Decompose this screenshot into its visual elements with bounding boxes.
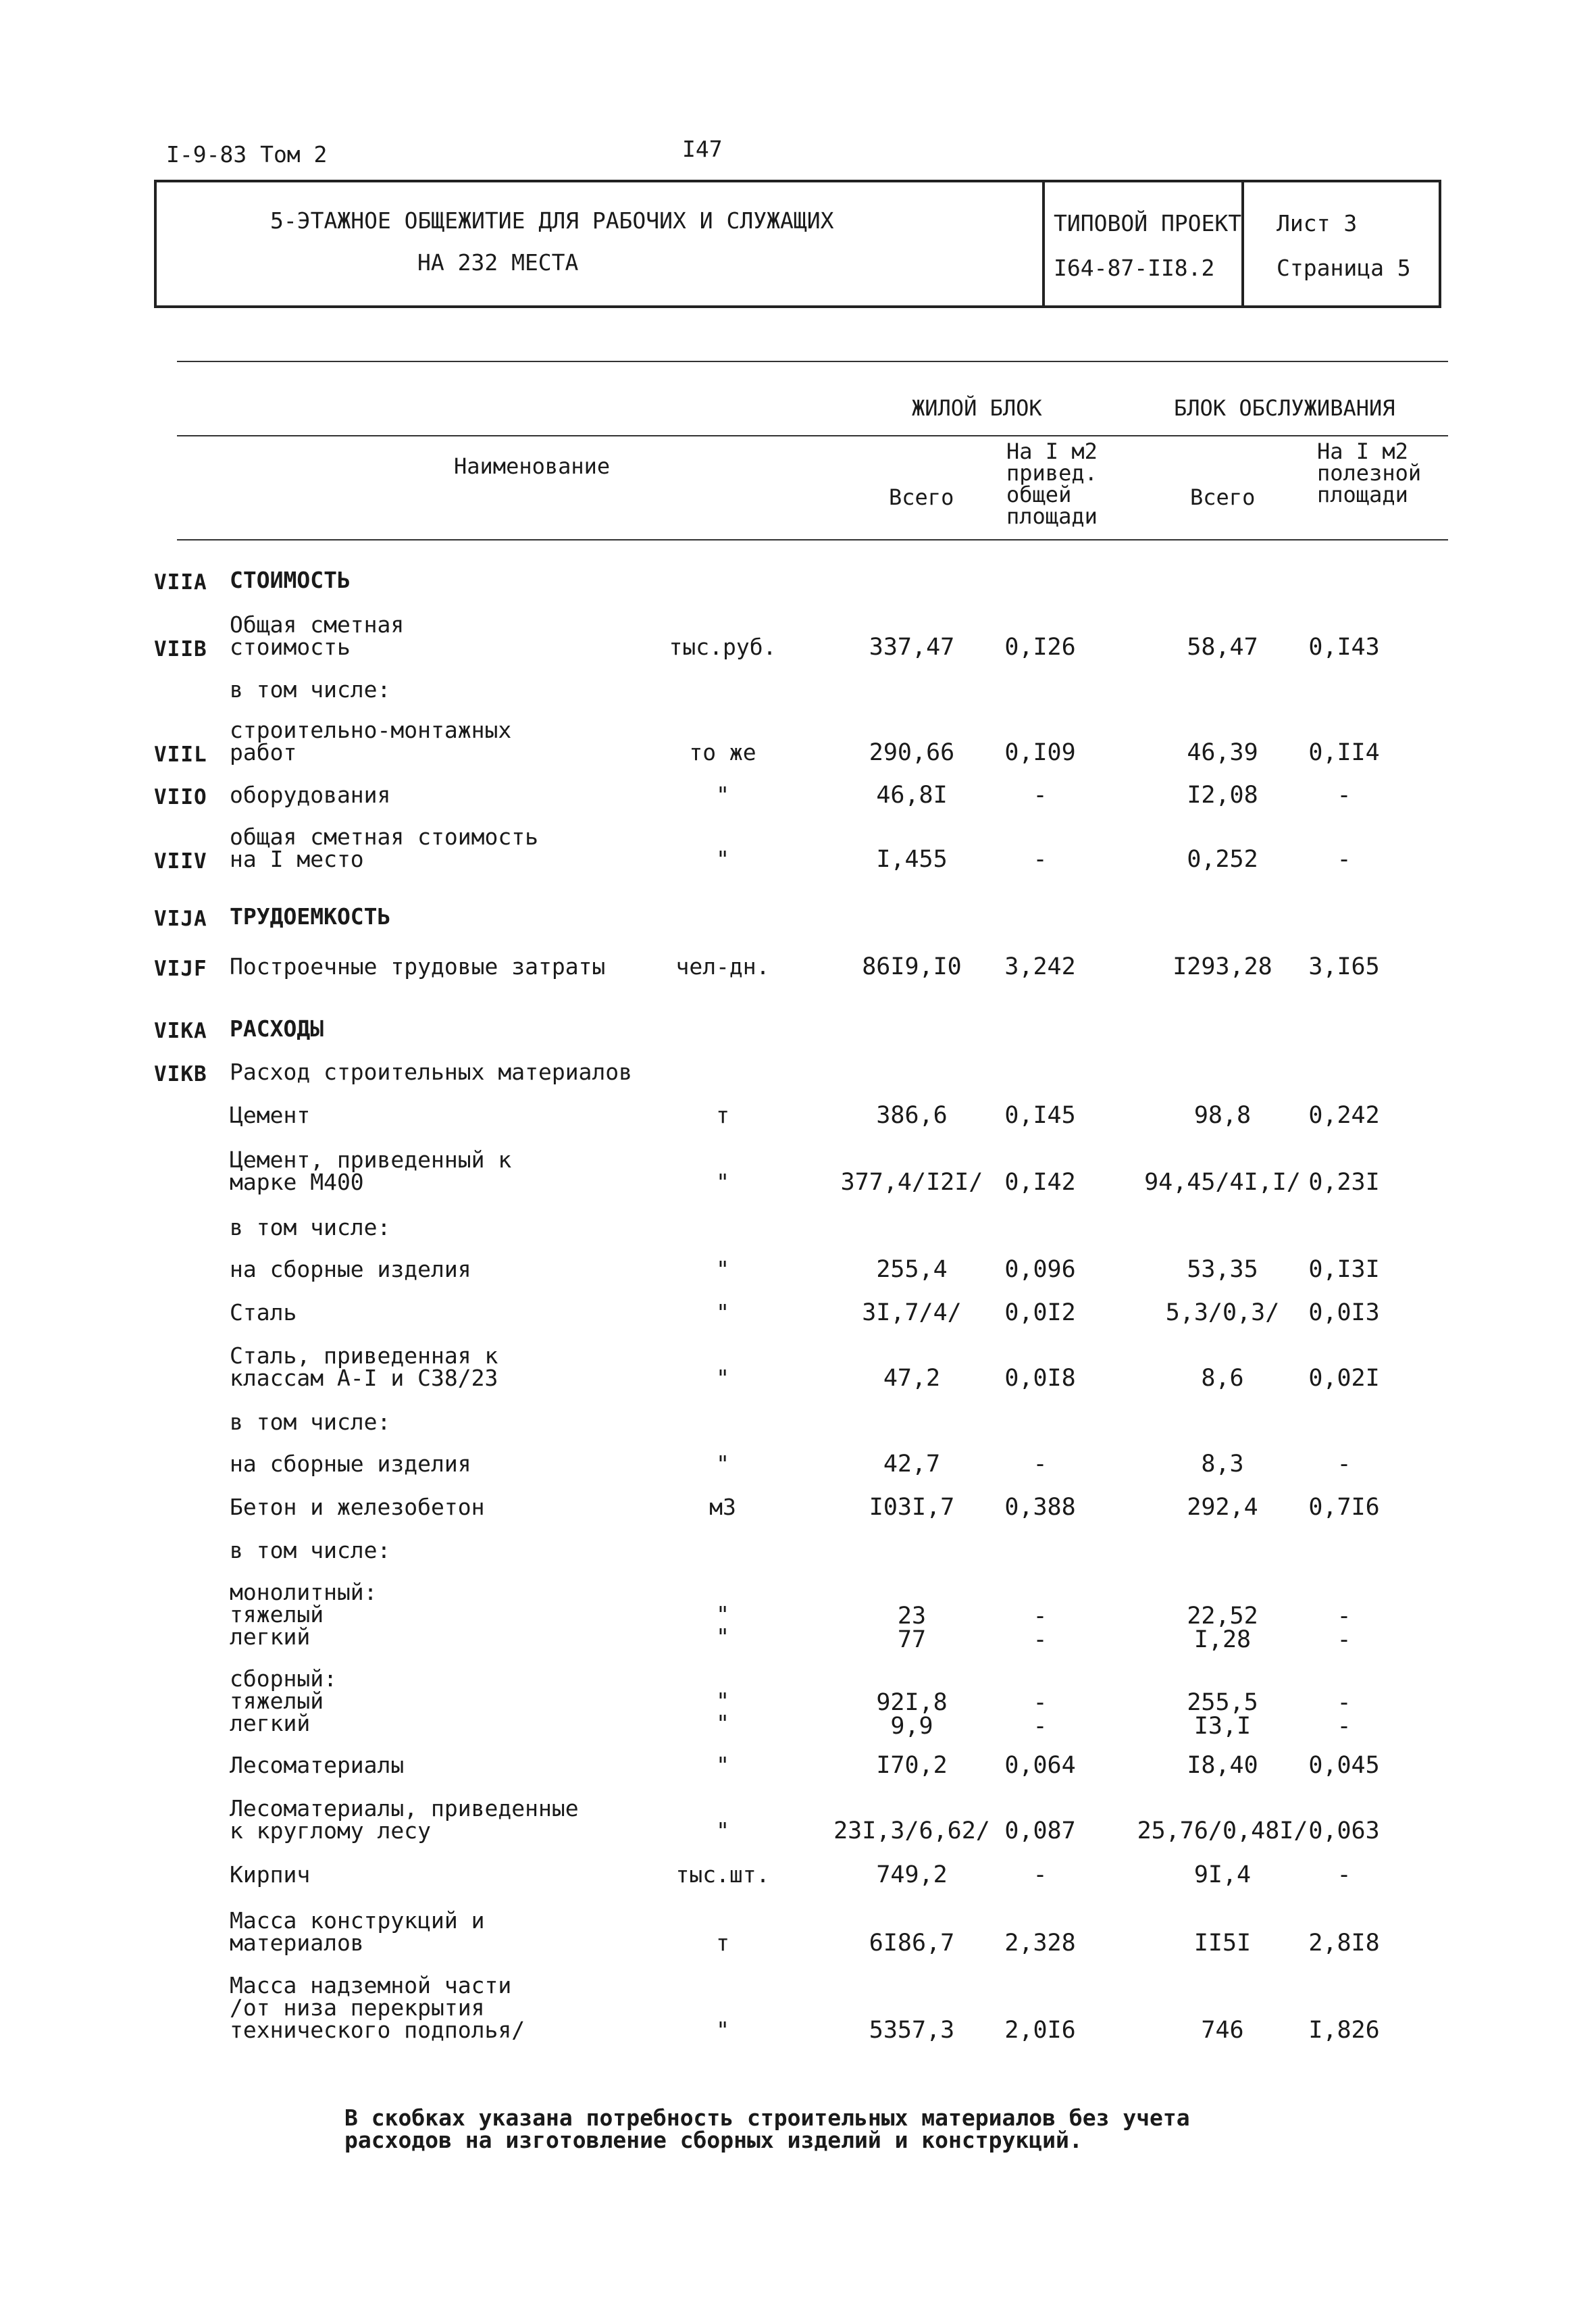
row-value-v1: 86I9,I0 xyxy=(862,953,962,980)
row-value-v2: 2,328 xyxy=(1004,1930,1076,1957)
page-label: Страница 5 xyxy=(1277,255,1411,281)
row-value-v4: 0,23I xyxy=(1308,1169,1380,1196)
row-value-v1: I03I,7 xyxy=(869,1494,955,1521)
row-value-v2: 0,064 xyxy=(1004,1752,1076,1779)
header-service-block: БЛОК ОБСЛУЖИВАНИЯ xyxy=(1174,395,1395,421)
row-unit: " xyxy=(716,1299,729,1326)
row-value-v3: 5,3/0,3/ xyxy=(1165,1299,1280,1326)
table-top-rule xyxy=(177,361,1448,362)
row-value-v2: 3,242 xyxy=(1004,953,1076,980)
row-value-v4: - xyxy=(1337,1861,1352,1888)
row-value-v2: 0,0I2 xyxy=(1004,1299,1076,1326)
row-name: Кирпич xyxy=(230,1861,311,1888)
row-value-v1: 42,7 xyxy=(883,1451,941,1478)
title-line-2: НА 232 МЕСТА xyxy=(417,249,579,276)
row-name: оборудования xyxy=(230,782,391,808)
row-value-v4: 0,0I3 xyxy=(1308,1299,1380,1326)
row-value-v2: 0,087 xyxy=(1004,1817,1076,1844)
row-value-v4: I,826 xyxy=(1308,2017,1380,2044)
row-name: монолитный: тяжелый легкий xyxy=(230,1579,378,1650)
row-value-v4: - xyxy=(1337,782,1352,809)
header-srv-total: Всего xyxy=(1190,484,1256,510)
row-unit: " " xyxy=(716,1601,729,1650)
row-value-v4: 0,I43 xyxy=(1308,634,1380,661)
row-value-v2: 0,I26 xyxy=(1004,634,1076,661)
row-code: VIIO xyxy=(154,785,207,809)
row-unit: " xyxy=(716,1169,729,1195)
row-value-v2: 0,096 xyxy=(1004,1256,1076,1283)
row-code: VIIV xyxy=(154,849,207,874)
row-value-v3: II5I xyxy=(1193,1930,1252,1957)
row-name: в том числе: xyxy=(230,676,391,703)
row-unit: тыс.руб. xyxy=(669,634,777,660)
row-value-v2: - - xyxy=(1033,1689,1048,1740)
row-unit: " xyxy=(716,1451,729,1477)
title-block xyxy=(154,180,1441,308)
row-name: в том числе: xyxy=(230,1409,391,1435)
row-code: VIKA xyxy=(154,1019,207,1043)
row-value-v4: 0,7I6 xyxy=(1308,1494,1380,1521)
row-name: Масса конструкций и материалов xyxy=(230,1907,485,1956)
row-value-v1: 337,47 xyxy=(869,634,955,661)
row-value-v1: 92I,8 9,9 xyxy=(876,1689,948,1740)
title-line-1: 5-ЭТАЖНОЕ ОБЩЕЖИТИЕ ДЛЯ РАБОЧИХ И СЛУЖАЩИХ xyxy=(270,207,834,234)
row-name: Расход строительных материалов xyxy=(230,1059,633,1085)
row-value-v2: 0,I09 xyxy=(1004,739,1076,766)
row-name: Бетон и железобетон xyxy=(230,1494,485,1520)
row-name: на сборные изделия xyxy=(230,1451,471,1477)
row-value-v1: I,455 xyxy=(876,846,948,873)
row-value-v3: 22,52 I,28 xyxy=(1187,1603,1258,1653)
row-code: VIJA xyxy=(154,907,207,931)
row-value-v2: - xyxy=(1033,1861,1048,1888)
row-value-v3: 8,6 xyxy=(1201,1365,1244,1392)
row-value-v2: - xyxy=(1033,846,1048,873)
project-label: ТИПОВОЙ ПРОЕКТ xyxy=(1054,210,1242,236)
row-unit: " xyxy=(716,1365,729,1391)
row-unit: чел-дн. xyxy=(675,953,770,980)
row-value-v3: 53,35 xyxy=(1187,1256,1258,1283)
sheet-label: Лист 3 xyxy=(1277,210,1358,236)
row-name: ТРУДОЕМКОСТЬ xyxy=(230,903,391,930)
row-value-v4: - - xyxy=(1337,1603,1352,1653)
row-value-v3: 58,47 xyxy=(1187,634,1258,661)
row-value-v3: 98,8 xyxy=(1193,1102,1252,1129)
row-name: на сборные изделия xyxy=(230,1256,471,1282)
row-value-v2: - xyxy=(1033,782,1048,809)
row-unit: м3 xyxy=(709,1494,736,1520)
row-name: Построечные трудовые затраты xyxy=(230,953,606,980)
row-value-v1: 23 77 xyxy=(897,1603,927,1653)
row-code: VIIA xyxy=(154,570,207,595)
row-value-v3: 25,76/0,48I/ xyxy=(1137,1817,1308,1844)
row-value-v3: 8,3 xyxy=(1201,1451,1244,1478)
row-value-v2: 0,388 xyxy=(1004,1494,1076,1521)
row-value-v1: 46,8I xyxy=(876,782,948,809)
row-unit: " xyxy=(716,2017,729,2043)
row-value-v3: 46,39 xyxy=(1187,739,1258,766)
row-value-v3: 94,45/4I,I/ xyxy=(1144,1169,1301,1196)
header-res-total: Всего xyxy=(889,484,954,510)
row-name: общая сметная стоимость на I место xyxy=(230,824,538,872)
row-name: Сталь, приведенная к классам А-I и С38/23 xyxy=(230,1342,498,1391)
row-value-v4: 2,8I8 xyxy=(1308,1930,1380,1957)
row-unit: " xyxy=(716,1752,729,1778)
row-name: СТОИМОСТЬ xyxy=(230,567,351,593)
row-name: Лесоматериалы xyxy=(230,1752,405,1778)
row-value-v4: 0,242 xyxy=(1308,1102,1380,1129)
row-unit: " xyxy=(716,846,729,872)
row-name: сборный: тяжелый легкий xyxy=(230,1665,337,1736)
row-unit: тыс.шт. xyxy=(675,1861,770,1888)
row-name: в том числе: xyxy=(230,1537,391,1563)
row-unit: т xyxy=(716,1930,729,1956)
row-value-v4: 0,063 xyxy=(1308,1817,1380,1844)
row-value-v4: 0,045 xyxy=(1308,1752,1380,1779)
row-value-v2: 2,0I6 xyxy=(1004,2017,1076,2044)
table-header-bottom-rule xyxy=(177,539,1448,540)
row-value-v3: 9I,4 xyxy=(1193,1861,1252,1888)
footnote: В скобках указана потребность строительных материалов без учета расходов на изготовление сборных изделий и конструкций. xyxy=(344,2105,1190,2153)
row-value-v1: 290,66 xyxy=(869,739,955,766)
row-unit: т xyxy=(716,1102,729,1128)
row-value-v1: 5357,3 xyxy=(869,2017,955,2044)
row-value-v4: 0,I3I xyxy=(1308,1256,1380,1283)
row-value-v4: - xyxy=(1337,846,1352,873)
row-name: строительно-монтажных работ xyxy=(230,717,512,765)
row-value-v4: 0,II4 xyxy=(1308,739,1380,766)
row-value-v1: 749,2 xyxy=(876,1861,948,1888)
row-value-v4: - xyxy=(1337,1451,1352,1478)
row-name: Лесоматериалы, приведенные к круглому лесу xyxy=(230,1795,579,1844)
header-name: Наименование xyxy=(454,453,611,479)
title-divider-2 xyxy=(1241,180,1244,308)
row-code: VIIB xyxy=(154,637,207,661)
row-value-v1: 23I,3/6,62/ xyxy=(833,1817,990,1844)
row-value-v4: 0,02I xyxy=(1308,1365,1380,1392)
row-value-v1: 6I86,7 xyxy=(869,1930,955,1957)
row-value-v1: 255,4 xyxy=(876,1256,948,1283)
title-divider-1 xyxy=(1042,180,1045,308)
row-value-v3: I293,28 xyxy=(1173,953,1272,980)
header-residential-block: ЖИЛОЙ БЛОК xyxy=(912,395,1042,421)
row-value-v4: 3,I65 xyxy=(1308,953,1380,980)
row-value-v2: 0,I45 xyxy=(1004,1102,1076,1129)
row-value-v3: I2,08 xyxy=(1187,782,1258,809)
document-reference: I-9-83 Том 2 xyxy=(166,141,328,168)
row-unit: " xyxy=(716,1256,729,1282)
row-value-v1: 3I,7/4/ xyxy=(862,1299,962,1326)
row-value-v1: 47,2 xyxy=(883,1365,941,1392)
row-value-v1: I70,2 xyxy=(876,1752,948,1779)
row-value-v2: 0,0I8 xyxy=(1004,1365,1076,1392)
table-group-rule xyxy=(177,435,1448,436)
row-value-v4: - - xyxy=(1337,1689,1352,1740)
row-value-v1: 386,6 xyxy=(876,1102,948,1129)
row-value-v2: - - xyxy=(1033,1603,1048,1653)
row-value-v3: 255,5 I3,I xyxy=(1187,1689,1258,1740)
row-code: VIJF xyxy=(154,957,207,981)
page-number: I47 xyxy=(682,136,723,162)
row-value-v3: 292,4 xyxy=(1187,1494,1258,1521)
row-value-v3: I8,40 xyxy=(1187,1752,1258,1779)
row-value-v3: 0,252 xyxy=(1187,846,1258,873)
header-srv-per-m2: На I м2 полезной площади xyxy=(1317,438,1422,507)
row-unit: " xyxy=(716,782,729,808)
row-name: Цемент, приведенный к марке М400 xyxy=(230,1147,512,1195)
row-name: в том числе: xyxy=(230,1214,391,1240)
row-name: Общая сметная стоимость xyxy=(230,611,405,660)
row-name: Цемент xyxy=(230,1102,311,1128)
project-number: I64-87-II8.2 xyxy=(1054,255,1215,281)
header-res-per-m2: На I м2 привед. общей площади xyxy=(1006,438,1098,529)
row-name: Масса надземной части /от низа перекрытия технического подполья/ xyxy=(230,1972,525,2043)
row-unit: то же xyxy=(689,739,756,765)
row-unit: " " xyxy=(716,1688,729,1736)
row-value-v2: - xyxy=(1033,1451,1048,1478)
row-unit: " xyxy=(716,1817,729,1844)
row-value-v1: 377,4/I2I/ xyxy=(840,1169,983,1196)
row-code: VIIL xyxy=(154,743,207,767)
row-code: VIKB xyxy=(154,1062,207,1086)
row-value-v3: 746 xyxy=(1201,2017,1244,2044)
row-value-v2: 0,I42 xyxy=(1004,1169,1076,1196)
row-name: РАСХОДЫ xyxy=(230,1015,324,1042)
row-name: Сталь xyxy=(230,1299,297,1326)
